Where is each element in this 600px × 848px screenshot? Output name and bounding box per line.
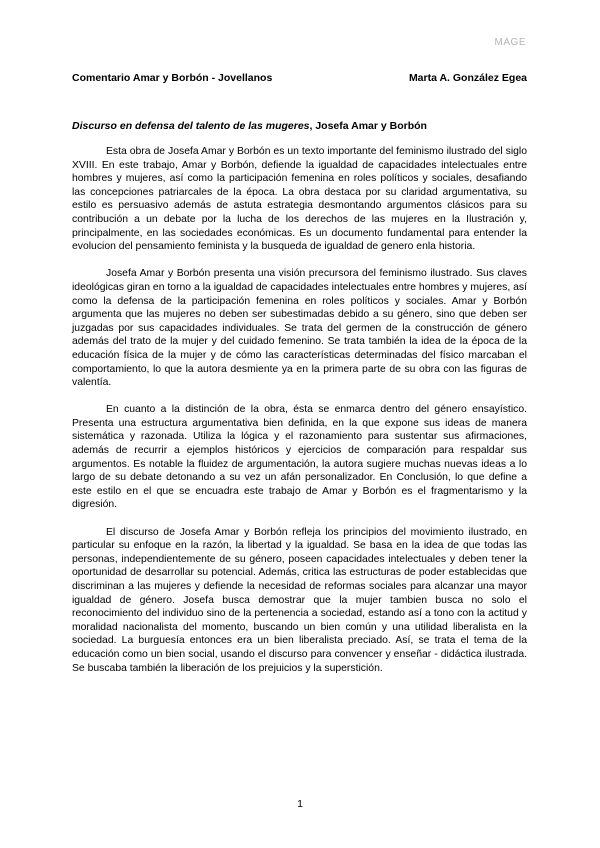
paragraph-4: El discurso de Josefa Amar y Borbón refleja los principios del movimiento ilustrado, en particular su enfoque en la razón, la libertad y la igualdad. Se basa en la idea de que todas las personas, independientemente de su género, poseen capacidades intelectuales y deben tener la oportunidad de desarrollar su potencial. Además, critica las estructuras de poder establecidas que discriminan a las mujeres y defiende la necesidad de reformas sociales para alcanzar una mayor igualdad de género. Josefa busca demostrar que la mujer tambien busca no solo el reconocimiento del individuo sino de la pertenencia a sociedad, estando así a tono con la actitud y moralidad nacionalista del momento, buscando un bien común y una utilidad liberalista en la sociedad. La burguesía entonces era un bien liberalista preciado. Así, se trata el tema de la educación como un bien social, usando el discurso para convencer y enseñar - didáctica ilustrada. Se buscaba también la liberación de los prejuicios y la superstición.	[72, 526, 527, 674]
work-author: , Josefa Amar y Borbón	[309, 120, 427, 132]
header-course-title: Comentario Amar y Borbón - Jovellanos	[72, 72, 273, 84]
document-title	[72, 120, 532, 132]
paragraph-2: Josefa Amar y Borbón presenta una visión precursora del feminismo ilustrado. Sus claves ideológicas giran en torno a la igualdad de capacidades intelectuales entre hombres y mujeres, así como la defensa de la participación femenina en roles políticos y sociales. Amar y Borbón argumenta que las mujeres no deben ser subestimadas debido a su género, sino que deben ser juzgadas por sus capacidades individuales. Se trata del germen de la construcción de género además del trato de la mujer y del cuidado femenino. Se trata también la idea de la época de la educación física de la mujer y de cómo las características determinadas del físico marcaban el comportamiento, lo que la autora desmiente ya en la primera parte de su obra con las figuras de valentía.	[72, 268, 527, 389]
page-number: 1	[297, 798, 303, 810]
watermark: MAGE	[494, 37, 526, 48]
paragraph-1: Esta obra de Josefa Amar y Borbón es un texto importante del feminismo ilustrado del siglo XVIII. En este trabajo, Amar y Borbón, defiende la igualdad de capacidades intelectuales entre hombres y mujeres, así como la participación femenina en roles políticos y sociales, desafiando las concepciones patriarcales de la época. La obra destaca por su claridad argumentativa, su estilo es persuasivo además de astuta estrategia desmontando argumentos clásicos para su contribución a un debate por la lucha de los derechos de las mujeres en la Ilustración y, principalmente, en las sociedades económicas. Es un documento fundamental para entender la evolucion del pensamiento feminista y la busqueda de igualdad de genero enla historia.	[72, 146, 527, 253]
work-title: Discurso en defensa del talento de las mugeres	[72, 120, 310, 132]
paragraph-3: En cuanto a la distinción de la obra, ésta se enmarca dentro del género ensayístico. Presenta una estructura argumentativa bien definida, en la que expone sus ideas de manera sistemática y razonada. Utiliza la lógica y el razonamiento para sustentar sus afirmaciones, además de recurrir a ejemplos históricos y ejercicios de comparación para respaldar sus argumentos. Es notable la fluidez de argumentación, la autora sugiere muchas nuevas ideas a lo largo de su debate detonando a su vez un afán personalizador. En Conclusión, lo que define a este estilo en el que se encuadra este trabajo de Amar y Borbón es el fragmentarismo y la digresión.	[72, 404, 527, 511]
page-header	[72, 72, 527, 84]
header-author: Marta A. González Egea	[408, 72, 527, 84]
document-body	[72, 145, 527, 689]
